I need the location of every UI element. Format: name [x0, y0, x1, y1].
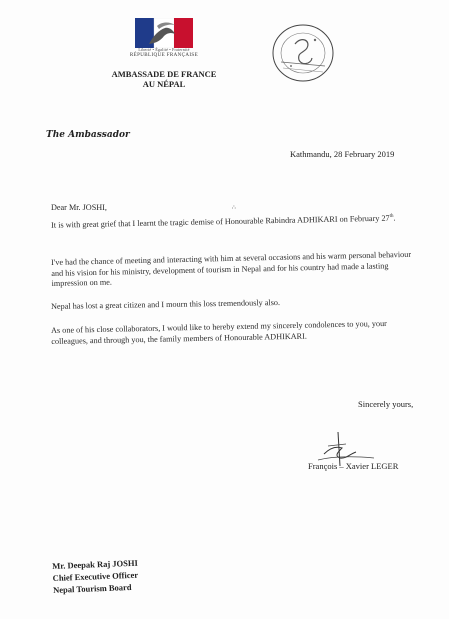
salutation: Dear Mr. JOSHI,	[51, 203, 107, 212]
ambassador-title: The Ambassador	[46, 130, 130, 140]
paragraph-1-superscript: th	[389, 213, 394, 219]
recipient-organization: Nepal Tourism Board	[52, 581, 132, 595]
embassy-name	[84, 69, 244, 89]
recipient-title: Chief Executive Officer	[52, 569, 139, 583]
closing: Sincerely yours,	[358, 399, 414, 409]
republic-name: RÉPUBLIQUE FRANÇAISE	[129, 53, 199, 58]
paragraph-1	[51, 211, 419, 231]
recipient-block	[52, 557, 139, 596]
decorative-mark-icon: ∴	[232, 205, 236, 211]
embassy-line-1: AMBASSADE DE FRANCE	[111, 69, 217, 79]
paragraph-1-end: .	[393, 213, 396, 223]
embassy-seal-stamp-icon	[271, 22, 335, 84]
paragraph-4: As one of his close collaborators, I would like to hereby extend my sincerely condolences to you, your colleagues, and through you, the family members of Honourable ADHIKARI.	[51, 318, 387, 346]
embassy-line-2: AU NÉPAL	[142, 79, 186, 89]
paragraph-3: Nepal has lost a great citizen and I mourn this loss tremendously also.	[51, 298, 281, 311]
signer-name: François – Xavier LEGER	[308, 461, 399, 471]
marianne-logo-icon	[135, 18, 193, 48]
paragraph-1-text: It is with great grief that I learnt the tragic demise of Honourable Rabindra ADHIKARI on February 27	[51, 213, 390, 230]
paragraph-2: I've had the chance of meeting and interacting with him at several occasions and his warm personal behaviour and his vision for his ministry, development of tourism in Nepal and for his country had made a lasting impression on me.	[51, 249, 412, 288]
letter-date: Kathmandu, 28 February 2019	[290, 149, 395, 159]
motto: Liberté • Égalité • Fraternité	[138, 47, 190, 52]
recipient-name: Mr. Deepak Raj JOSHI	[52, 557, 138, 571]
